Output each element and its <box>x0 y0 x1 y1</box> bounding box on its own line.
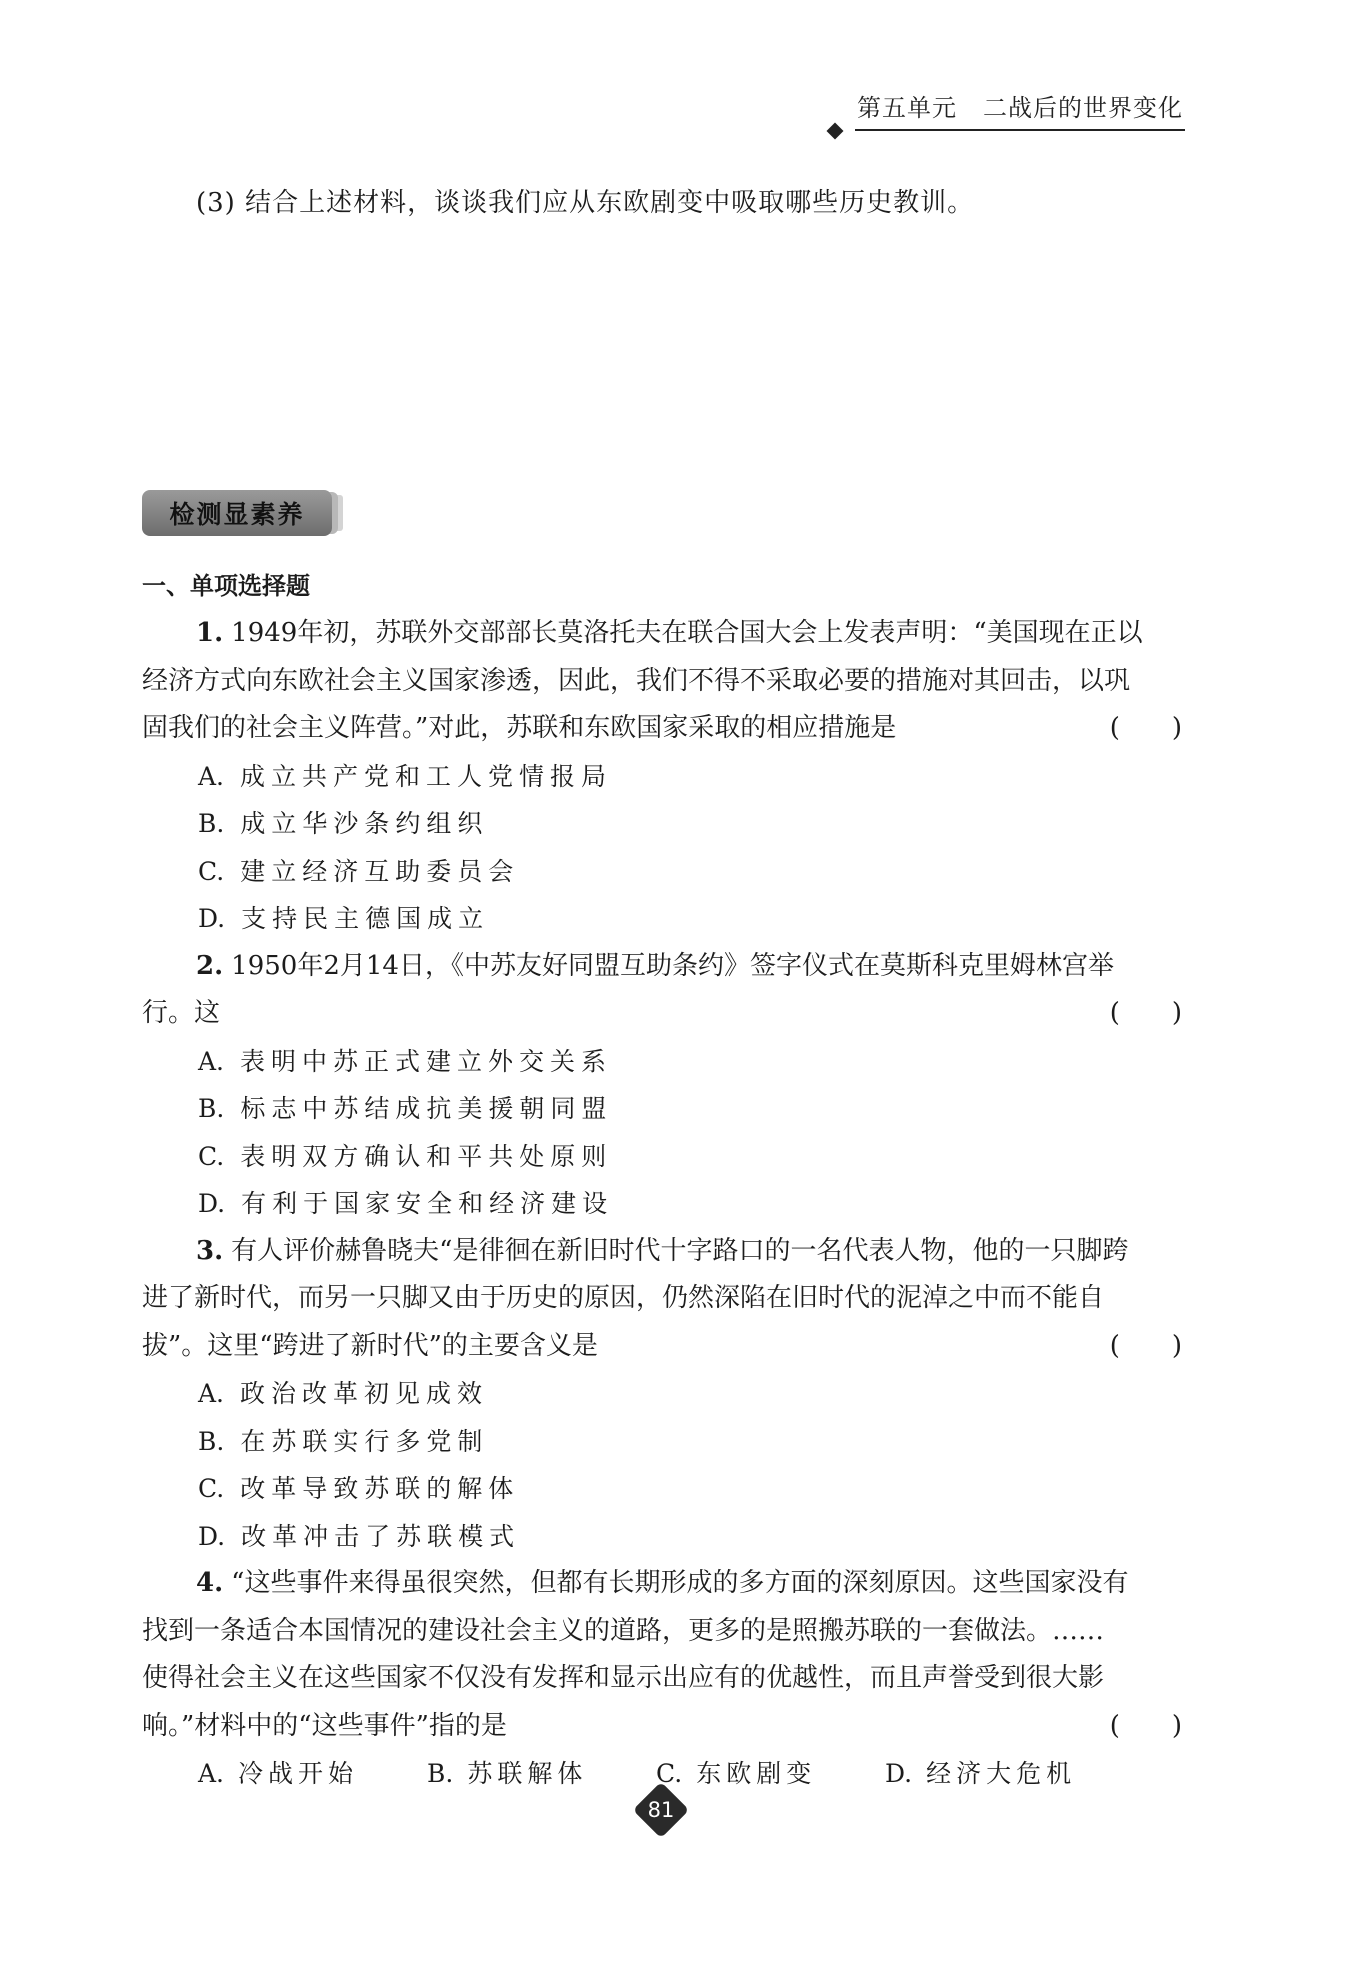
q4-option-a <box>198 1750 427 1798</box>
option-text: 表明中苏正式建立外交关系 <box>240 1046 613 1076</box>
q2-option-c <box>142 1133 1182 1181</box>
option-text: 标志中苏结成抗美援朝同盟 <box>240 1094 613 1123</box>
q1-line-1 <box>142 610 1182 658</box>
q2-text: 1950年2月14日，《中苏友好同盟互助条约》签字仪式在莫斯科克里姆林宫举 <box>231 950 1114 981</box>
q3-option-a <box>142 1370 1182 1418</box>
q3-line-3 <box>142 1323 1182 1371</box>
q3-number: 3. <box>196 1235 224 1266</box>
option-letter: B. <box>427 1759 454 1788</box>
option-text: 建立经济互助委员会 <box>240 856 520 886</box>
part-title: 一、单项选择题 <box>142 572 310 600</box>
option-text: 成立华沙条约组织 <box>240 809 489 838</box>
unit-title: 二战后的世界变化 <box>983 94 1183 122</box>
q4-line-1 <box>142 1560 1182 1608</box>
option-letter: B. <box>198 1094 225 1123</box>
option-text: 改革冲击了苏联模式 <box>241 1521 521 1551</box>
option-letter: B. <box>198 1426 225 1456</box>
option-text: 苏联解体 <box>467 1759 588 1788</box>
option-letter: B. <box>198 809 225 838</box>
q3-line-2: 进了新时代，而另一只脚又由于历史的原因，仍然深陷在旧时代的泥淖之中而不能自 <box>142 1283 1105 1313</box>
diamond-bullet-icon <box>827 123 844 140</box>
q3-option-d <box>142 1513 1182 1561</box>
q4-line-4 <box>142 1703 1182 1751</box>
q2-option-b <box>142 1085 1182 1133</box>
option-text: 支持民主德国成立 <box>241 904 490 933</box>
q4-text: “这些事件来得虽很突然，但都有长期形成的多方面的深刻原因。这些国家没有 <box>231 1568 1129 1598</box>
option-letter: A. <box>198 1046 225 1076</box>
q1-option-a <box>142 753 1182 801</box>
q4-option-c <box>656 1750 885 1798</box>
option-text: 政治改革初见成效 <box>240 1379 489 1408</box>
option-letter: A. <box>198 1379 225 1408</box>
option-text: 东欧剧变 <box>696 1759 817 1788</box>
running-header <box>829 88 1185 131</box>
option-text: 冷战开始 <box>238 1759 359 1788</box>
q4-line-3: 使得社会主义在这些国家不仅没有发挥和显示出应有的优越性，而且声誉受到很大影 <box>142 1663 1105 1693</box>
option-text: 表明双方确认和平共处原则 <box>240 1141 613 1171</box>
option-text: 有利于国家安全和经济建设 <box>241 1189 614 1218</box>
q1-line-3 <box>142 705 1182 753</box>
q1-option-c <box>142 848 1182 896</box>
option-text: 经济大危机 <box>926 1759 1077 1788</box>
q1-text: 1949年初，苏联外交部部长莫洛托夫在联合国大会上发表声明：“美国现在正以 <box>231 618 1143 648</box>
option-letter: C. <box>198 1141 225 1171</box>
q1-number: 1. <box>196 618 224 648</box>
q4-number: 4. <box>196 1568 224 1598</box>
q3-option-c <box>142 1465 1182 1513</box>
q3-line-1 <box>142 1228 1182 1276</box>
q1-line-2: 经济方式向东欧社会主义国家渗透，因此，我们不得不采取必要的措施对其回击，以巩 <box>142 665 1131 696</box>
prior-question-3: (3) 结合上述材料，谈谈我们应从东欧剧变中吸取哪些历史教训。 <box>196 188 975 218</box>
q4-text-end: 响。”材料中的“这些事件”指的是 <box>142 1710 507 1741</box>
question-list <box>142 610 1182 1798</box>
answer-bracket: ( ) <box>1109 713 1182 743</box>
q4-line-2: 找到一条适合本国情况的建设社会主义的道路，更多的是照搬苏联的一套做法。…… <box>142 1615 1105 1646</box>
option-letter: D. <box>198 904 226 933</box>
option-text: 改革导致苏联的解体 <box>240 1474 520 1503</box>
q2-line-2 <box>142 990 1182 1038</box>
q2-line-1 <box>142 943 1182 991</box>
option-letter: C. <box>656 1759 683 1788</box>
q3-option-b <box>142 1418 1182 1466</box>
option-letter: A. <box>198 1759 225 1788</box>
q2-number: 2. <box>196 950 224 981</box>
option-letter: D. <box>198 1189 226 1218</box>
q3-text: 有人评价赫鲁晓夫“是徘徊在新旧时代十字路口的一名代表人物，他的一只脚跨 <box>231 1235 1129 1266</box>
option-letter: C. <box>198 856 225 886</box>
q1-option-d <box>142 895 1182 943</box>
option-letter: C. <box>198 1474 225 1503</box>
q4-option-b <box>427 1750 656 1798</box>
q3-text-end: 拔”。这里“跨进了新时代”的主要含义是 <box>142 1330 598 1361</box>
answer-bracket: ( ) <box>1109 1710 1182 1741</box>
section-tab-label: 检测显素养 <box>169 500 305 529</box>
page-number <box>633 1782 689 1838</box>
q2-text-end: 行。这 <box>142 998 221 1028</box>
answer-bracket: ( ) <box>1109 1330 1182 1361</box>
option-text: 在苏联实行多党制 <box>240 1426 489 1456</box>
q2-option-d <box>142 1180 1182 1228</box>
answer-bracket: ( ) <box>1109 998 1182 1028</box>
q2-option-a <box>142 1038 1182 1086</box>
header-unit <box>855 88 1185 131</box>
section-tab <box>142 490 332 536</box>
option-letter: A. <box>198 761 225 791</box>
page-number-text: 81 <box>647 1798 675 1822</box>
unit-label: 第五单元 <box>857 94 957 122</box>
q1-option-b <box>142 800 1182 848</box>
q4-option-d <box>885 1750 1114 1798</box>
option-letter: D. <box>885 1759 913 1788</box>
q1-text-end: 固我们的社会主义阵营。”对此，苏联和东欧国家采取的相应措施是 <box>142 713 897 743</box>
option-text: 成立共产党和工人党情报局 <box>240 761 613 791</box>
option-letter: D. <box>198 1521 226 1551</box>
